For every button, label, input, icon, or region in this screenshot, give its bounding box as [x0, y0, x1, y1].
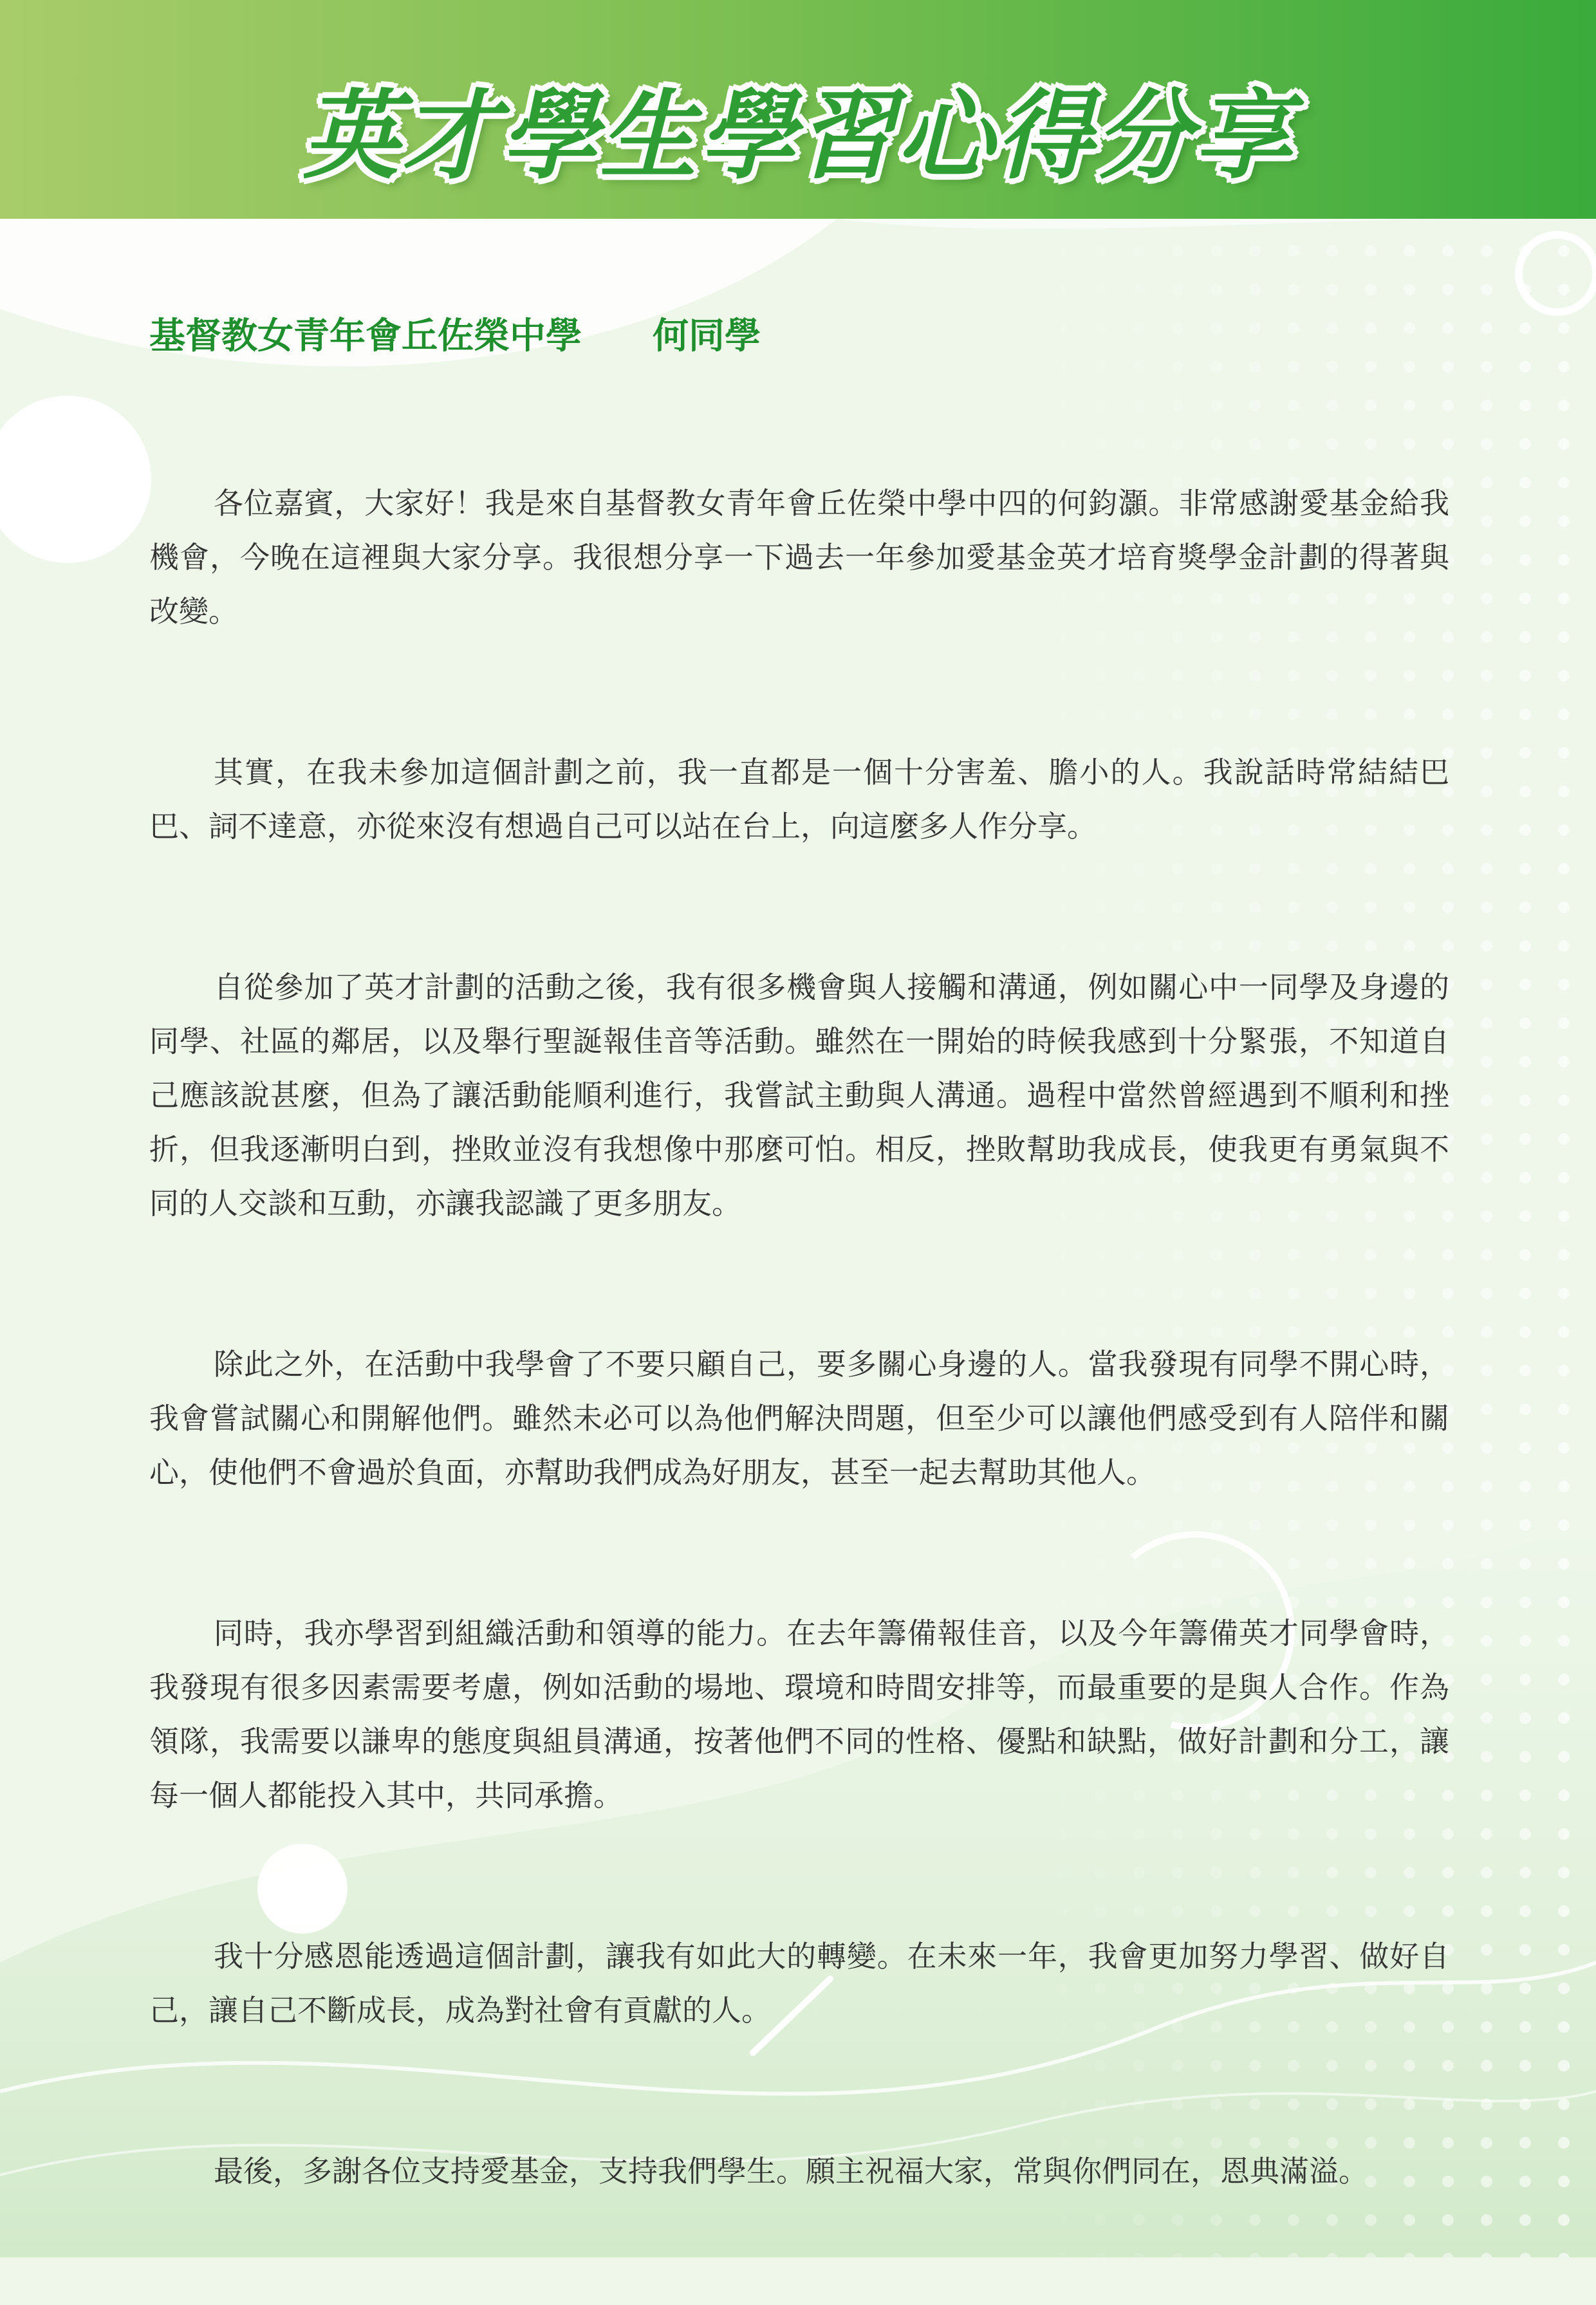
paragraph: 自從參加了英才計劃的活動之後，我有很多機會與人接觸和溝通，例如關心中一同學及身邊的同學、社區的鄰居，以及舉行聖誕報佳音等活動。雖然在一開始的時候我感到十分緊張，不知道自己應該說甚麼，但為了讓活動能順利進行，我嘗試主動與人溝通。過程中當然曾經遇到不順利和挫折，但我逐漸明白到，挫敗並沒有我想像中那麼可怕。相反，挫敗幫助我成長，使我更有勇氣與不同的人交談和互動，亦讓我認識了更多朋友。 [149, 970, 1449, 1221]
paragraph: 我十分感恩能透過這個計劃，讓我有如此大的轉變。在未來一年，我會更加努力學習、做好自己，讓自己不斷成長，成為對社會有貢獻的人。 [149, 1939, 1449, 2028]
speech-body [149, 476, 1449, 2305]
author-line [149, 308, 761, 359]
student-name: 何同學 [653, 315, 761, 357]
page-title: 英才學生學習心得分享 [302, 80, 1294, 192]
paragraph: 除此之外，在活動中我學會了不要只顧自己，要多關心身邊的人。當我發現有同學不開心時，我會嘗試關心和開解他們。雖然未必可以為他們解決問題，但至少可以讓他們感受到有人陪伴和關心，使他們不會過於負面，亦幫助我們成為好朋友，甚至一起去幫助其他人。 [149, 1347, 1449, 1490]
paragraph: 各位嘉賓，大家好！我是來自基督教女青年會丘佐榮中學中四的何鈞灝。非常感謝愛基金給我機會，今晚在這裡與大家分享。我很想分享一下過去一年參加愛基金英才培育獎學金計劃的得著與改變。 [149, 486, 1449, 629]
paragraph: 其實，在我未參加這個計劃之前，我一直都是一個十分害羞、膽小的人。我說話時常結結巴巴、詞不達意，亦從來沒有想過自己可以站在台上，向這麼多人作分享。 [149, 755, 1449, 844]
school-name: 基督教女青年會丘佐榮中學 [149, 315, 582, 357]
paragraph: 同時，我亦學習到組織活動和領導的能力。在去年籌備報佳音，以及今年籌備英才同學會時，我發現有很多因素需要考慮，例如活動的場地、環境和時間安排等，而最重要的是與人合作。作為領隊，我需要以謙卑的態度與組員溝通，按著他們不同的性格、優點和缺點，做好計劃和分工，讓每一個人都能投入其中，共同承擔。 [149, 1616, 1449, 1813]
paragraph: 最後，多謝各位支持愛基金，支持我們學生。願主祝福大家，常與你們同在，恩典滿溢。 [214, 2154, 1368, 2189]
